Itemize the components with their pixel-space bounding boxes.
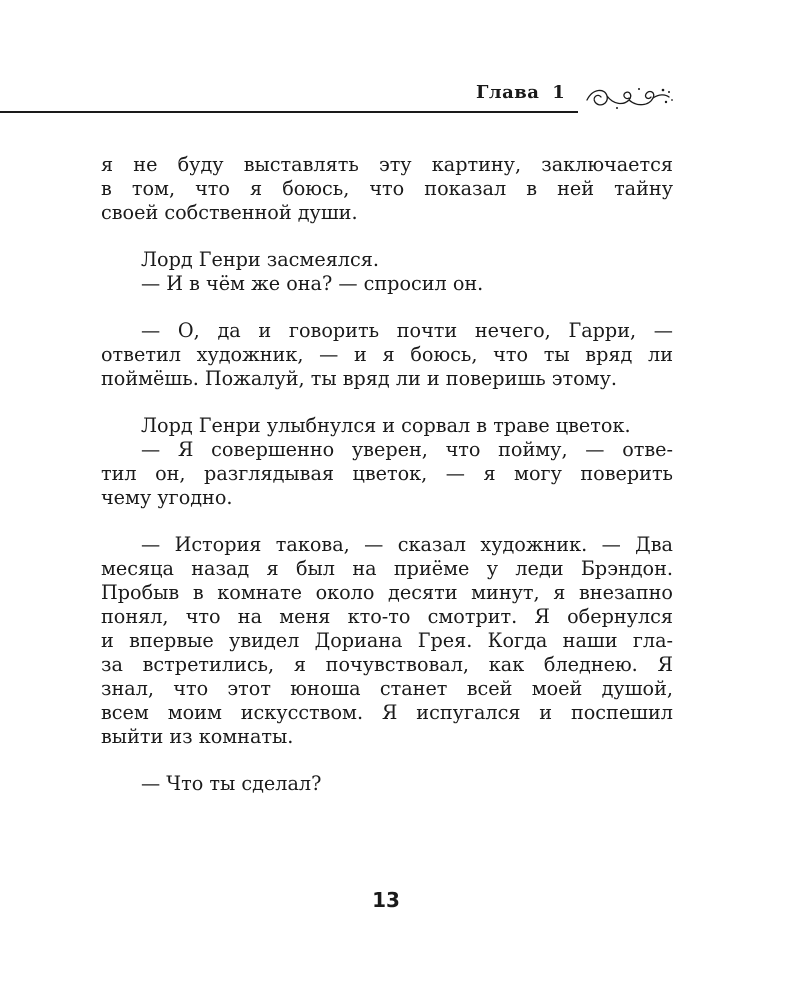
paragraph — [101, 248, 673, 296]
text-line: Лорд Генри улыбнулся и сорвал в траве цветок. — [141, 414, 631, 437]
text-line: — История такова, — сказал художник. — Два — [141, 533, 673, 556]
swirl-ornament-icon — [583, 80, 675, 116]
text-line: за встретились, я почувствовал, как бледнею. Я — [101, 653, 673, 676]
header-rule — [0, 111, 578, 113]
paragraph — [101, 153, 673, 225]
paragraph — [101, 414, 673, 510]
text-line: ответил художник, — и я боюсь, что ты вряд ли — [101, 343, 673, 366]
text-line: — О, да и говорить почти нечего, Гарри, — — [141, 319, 673, 342]
page-number: 13 — [372, 888, 400, 912]
paragraph — [101, 533, 673, 749]
text-line: Лорд Генри засмеялся. — [141, 248, 379, 271]
text-line: месяца назад я был на приёме у леди Брэндон. — [101, 557, 673, 580]
text-line: — И в чём же она? — спросил он. — [141, 272, 484, 295]
text-line: — Что ты сделал? — [141, 772, 322, 795]
paragraph — [101, 319, 673, 391]
chapter-label: Глава 1 — [476, 82, 566, 103]
text-line: я не буду выставлять эту картину, заключается — [101, 153, 673, 176]
text-line: Пробыв в комнате около десяти минут, я внезапно — [101, 581, 673, 604]
text-line: тил он, разглядывая цветок, — я могу поверить — [101, 462, 673, 485]
text-line: в том, что я боюсь, что показал в ней тайну — [101, 177, 673, 200]
text-line: — Я совершенно уверен, что пойму, — отве- — [141, 438, 673, 461]
text-line: выйти из комнаты. — [101, 725, 294, 748]
text-line: поймёшь. Пожалуй, ты вряд ли и поверишь этому. — [101, 367, 617, 390]
text-line: понял, что на меня кто-то смотрит. Я обернулся — [101, 605, 673, 628]
text-line: и впервые увидел Дориана Грея. Когда наши гла- — [101, 629, 673, 652]
text-line: всем моим искусством. Я испугался и поспешил — [101, 701, 673, 724]
paragraph — [101, 772, 673, 796]
text-line: чему угодно. — [101, 486, 233, 509]
text-line: своей собственной души. — [101, 201, 358, 224]
text-line: знал, что этот юноша станет всей моей душой, — [101, 677, 673, 700]
text-body — [101, 153, 673, 796]
